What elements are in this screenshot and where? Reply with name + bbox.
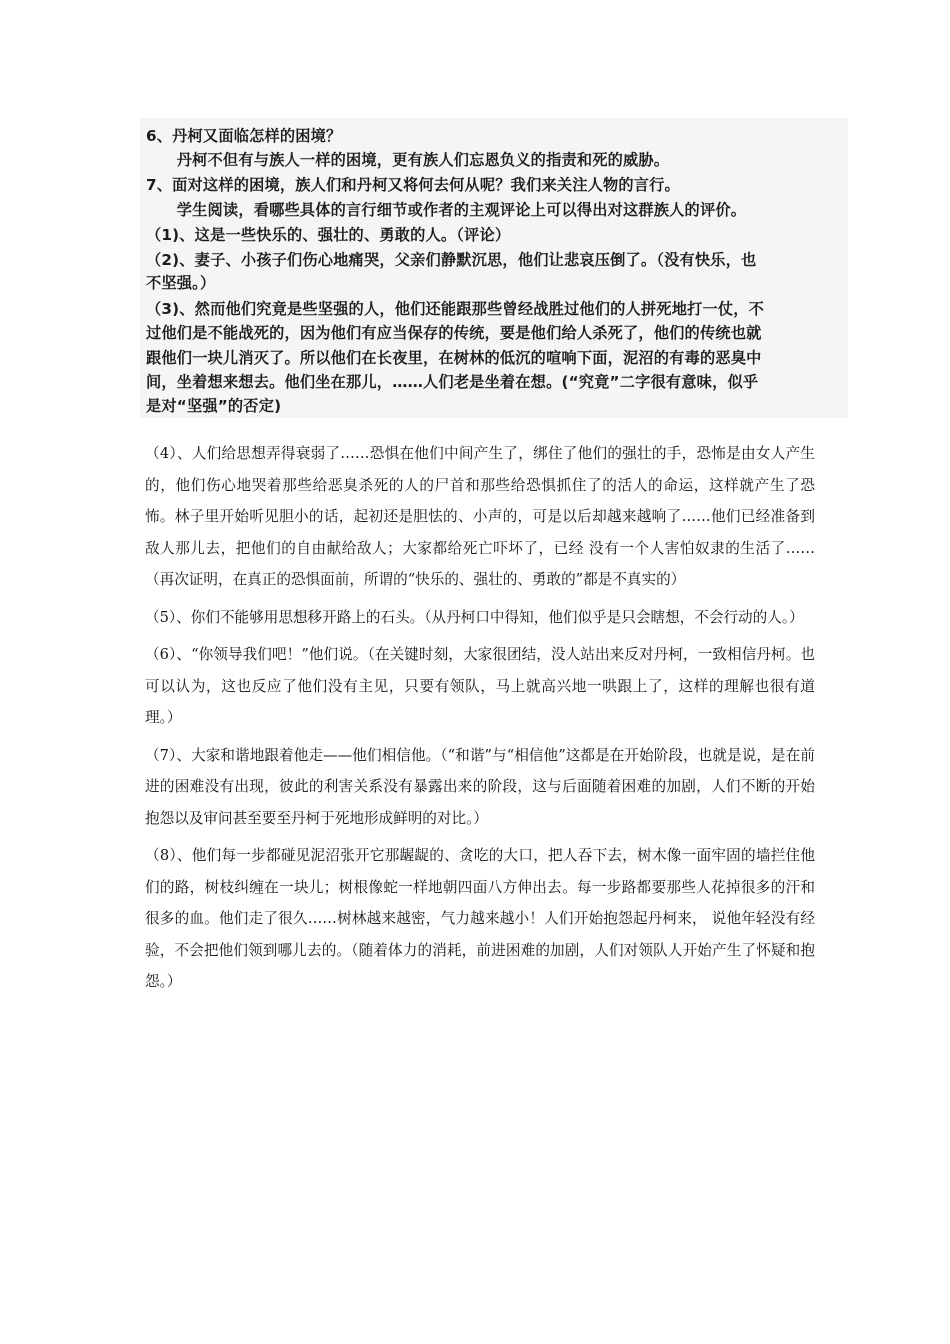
item-3-line-3: 跟他们一块儿消灭了。所以他们在长夜里，在树林的低沉的喧响下面，泥沼的有毒的恶臭中 bbox=[146, 349, 762, 367]
answer-6: 丹柯不但有与族人一样的困境，更有族人们忘恩负义的指责和死的威胁。 bbox=[146, 151, 670, 169]
question-6: 6、丹柯又面临怎样的困境？ bbox=[146, 127, 342, 145]
paragraph-item-5: （5）、你们不能够用思想移开路上的石头。（从丹柯口中得知，他们似乎是只会瞎想，不会行动的人。） bbox=[145, 608, 804, 626]
item-3-line-1: （3)、然而他们究竟是些坚强的人，他们还能跟那些曾经战胜过他们的人拼死地打一仗，不 bbox=[146, 300, 765, 318]
reading-instruction: 学生阅读，看哪些具体的言行细节或作者的主观评论上可以得出对这群族人的评价。 bbox=[146, 201, 747, 219]
item-2-line-1: （2)、妻子、小孩子们伤心地痛哭，父亲们静默沉思，他们让悲哀压倒了。（没有快乐，也 bbox=[146, 251, 757, 269]
item-3-line-4: 间，坐着想来想去。他们坐在那儿，……人们老是坐着在想。(“究竟”二字很有意味，似乎 bbox=[146, 373, 759, 391]
item-3-line-5: 是对“坚强”的否定) bbox=[146, 397, 282, 415]
paragraph-item-7: （7）、大家和谐地跟着他走——他们相信他。（“和谐”与“相信他”这都是在开始阶段，也就是说，是在前进的困难没有出现，彼此的利害关系没有暴露出来的阶段，这与后面随着困难的加剧，人们不断的开始抱怨以及审问甚至要至丹柯于死地形成鲜明的对比。） bbox=[145, 746, 815, 827]
item-2-line-2: 不坚强。） bbox=[146, 274, 216, 292]
item-1: （1)、这是一些快乐的、强壮的、勇敢的人。（评论） bbox=[146, 226, 511, 244]
paragraph-item-4: （4）、人们给思想弄得衰弱了……恐惧在他们中间产生了，绑住了他们的强壮的手，恐怖是由女人产生的，他们伤心地哭着那些给恶臭杀死的人的尸首和那些给恐惧抓住了的活人的命运，这样就产生了恐怖。林子里开始听见胆小的话，起初还是胆怯的、小声的，可是以后却越来越响了……他们已经准备到敌人那儿去，把他们的自由献给敌人；大家都给死亡吓坏了，已经 没有一个人害怕奴隶的生活了……（再次证明，在真正的恐惧面前，所谓的“快乐的、强壮的、勇敢的”都是不真实的） bbox=[145, 445, 815, 588]
analysis-body bbox=[145, 438, 815, 1004]
paragraph-item-6: （6）、“你领导我们吧！”他们说。（在关键时刻，大家很团结，没人站出来反对丹柯，一致相信丹柯。也可以认为，这也反应了他们没有主见，只要有领队，马上就高兴地一哄跟上了，这样的理解也很有道理。） bbox=[145, 646, 815, 726]
question-7: 7、面对这样的困境，族人们和丹柯又将何去何从呢？我们来关注人物的言行。 bbox=[146, 176, 680, 194]
paragraph-item-8: （8）、他们每一步都碰见泥沼张开它那龌龊的、贪吃的大口，把人吞下去，树木像一面牢固的墙拦住他们的路，树枝纠缠在一块儿；树根像蛇一样地朝四面八方伸出去。每一步路都要那些人花掉很多的汗和很多的血。他们走了很久……树林越来越密，气力越来越小！人们开始抱怨起丹柯来， 说他年轻没有经验，不会把他们领到哪儿去的。（随着体力的消耗，前进困难的加剧，人们对领队人开始产生了怀疑和抱怨。） bbox=[145, 847, 815, 990]
item-3-line-2: 过他们是不能战死的，因为他们有应当保存的传统，要是他们给人杀死了，他们的传统也就 bbox=[146, 324, 762, 342]
embedded-screenshot bbox=[140, 118, 848, 418]
